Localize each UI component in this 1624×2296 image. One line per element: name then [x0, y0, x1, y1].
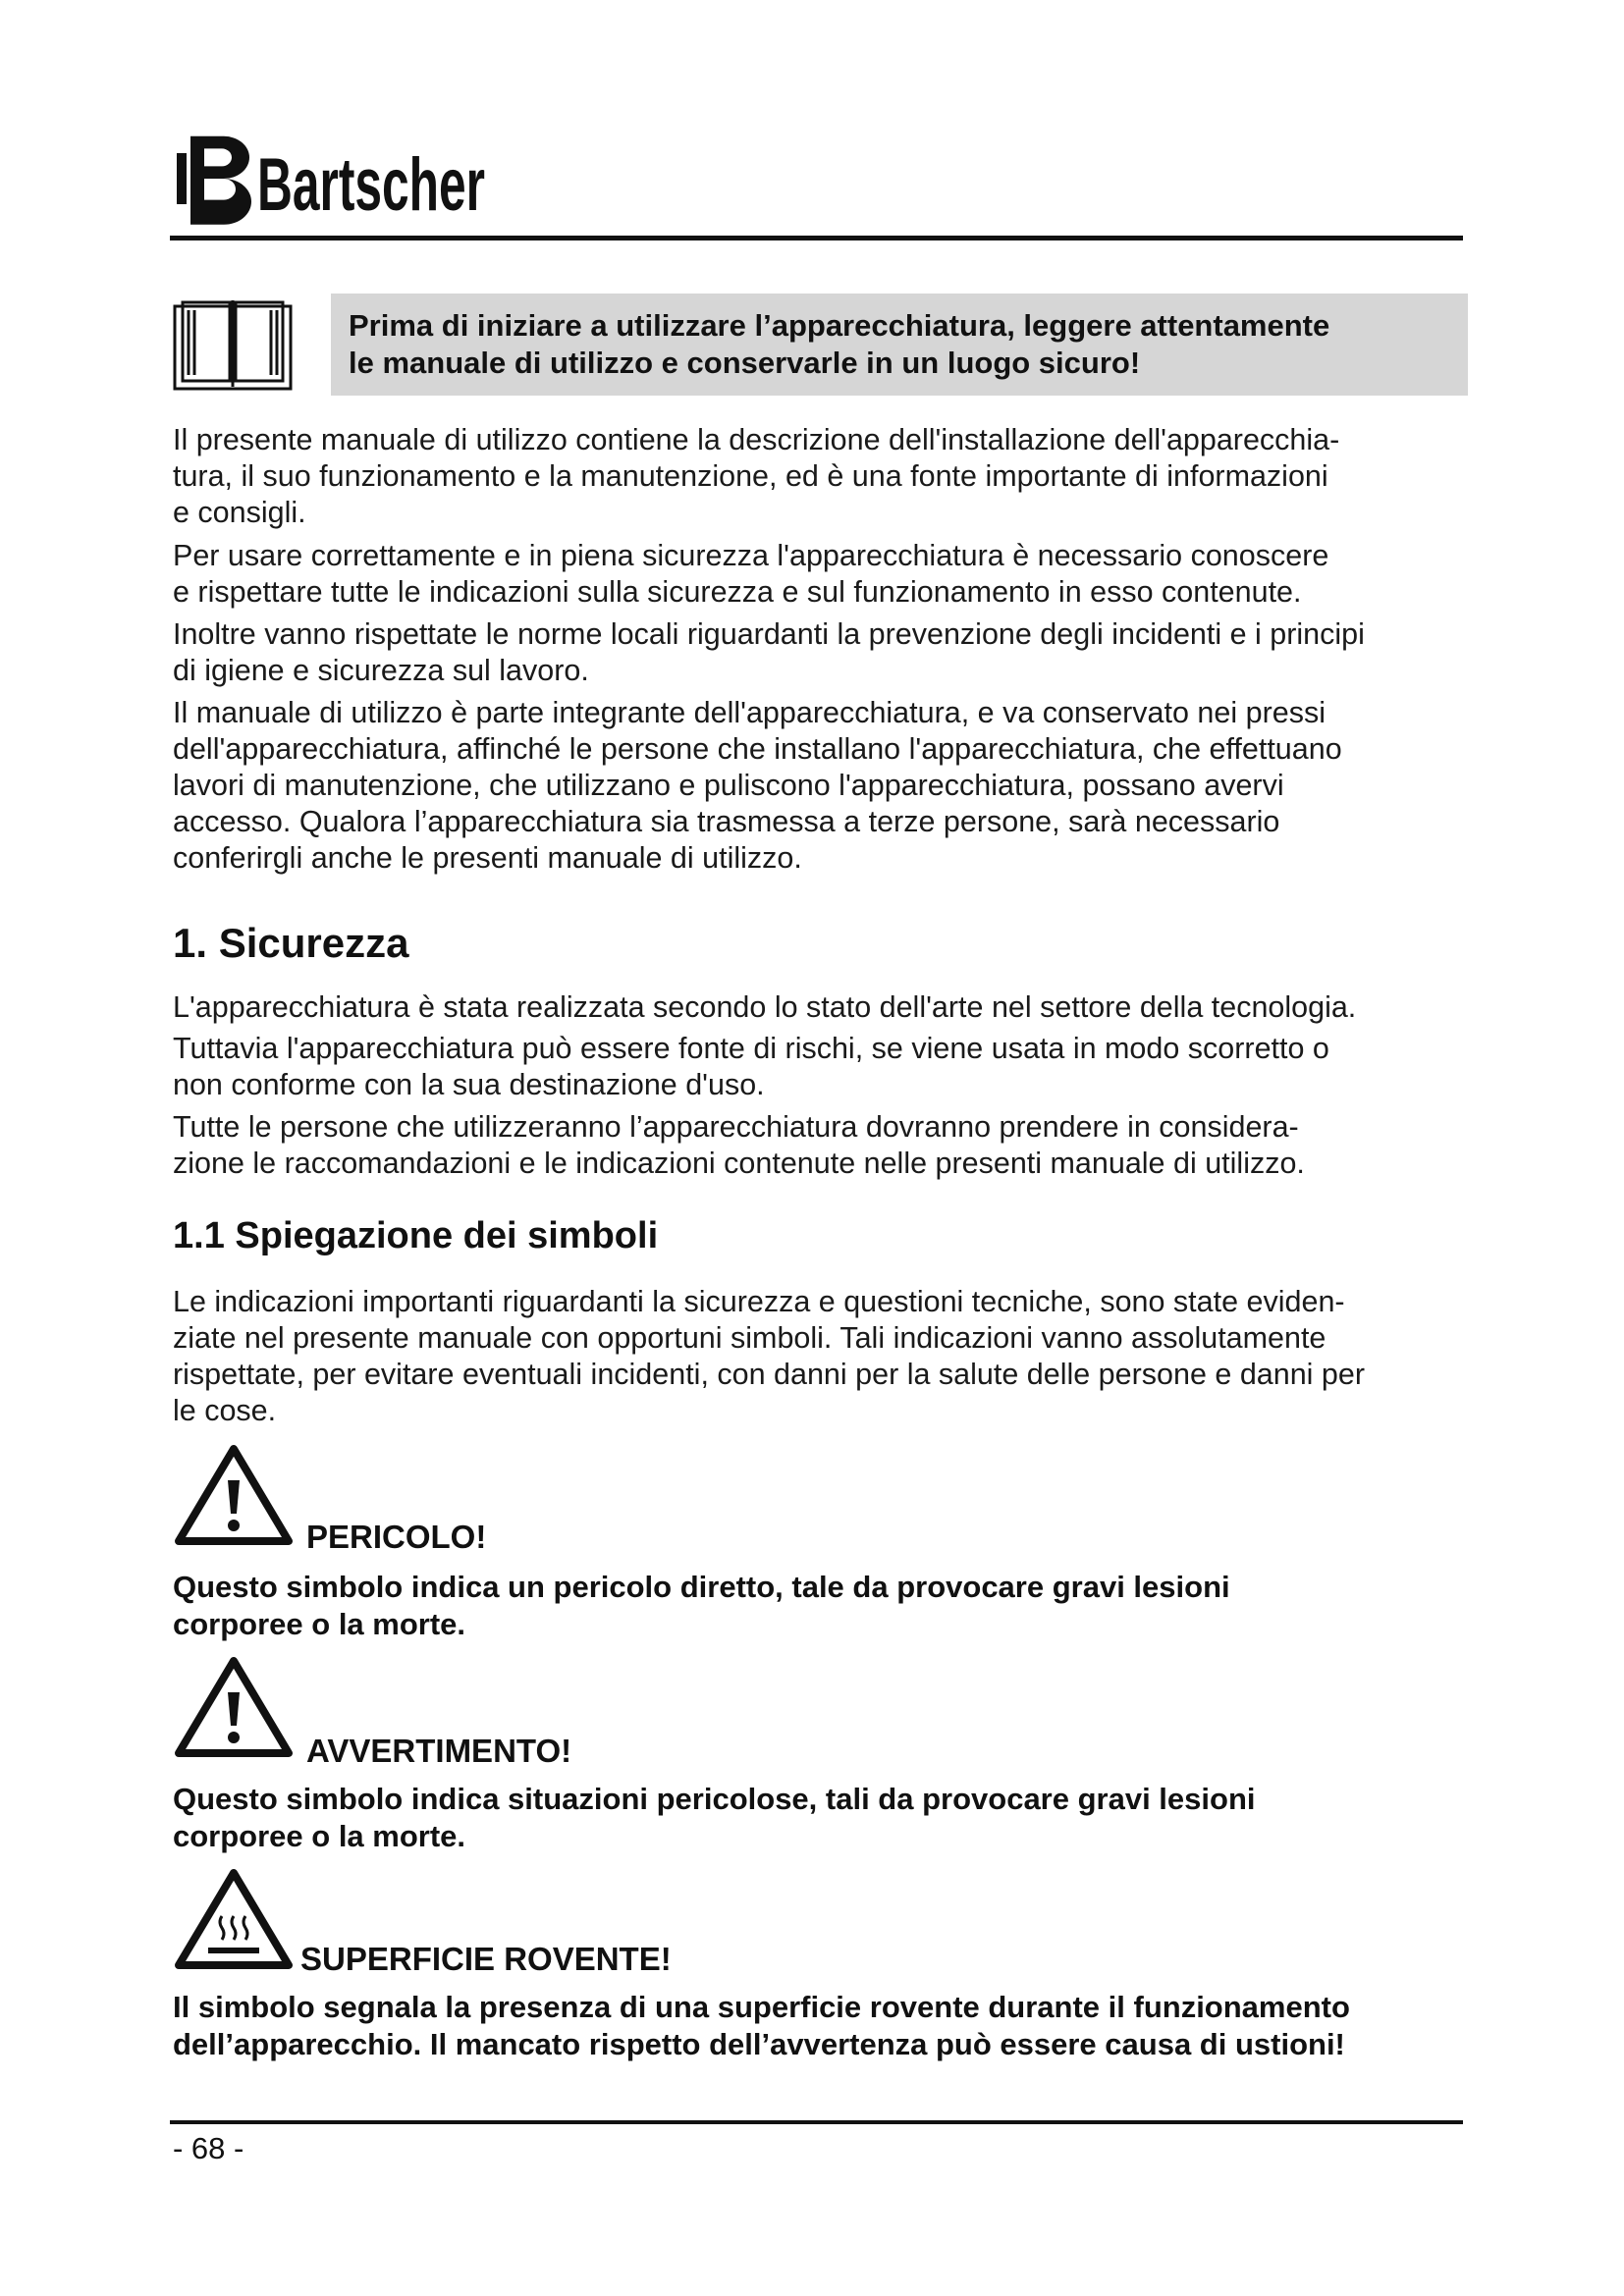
header-rule	[170, 236, 1463, 240]
intro-paragraph-1: Il presente manuale di utilizzo contiene la descrizione dell'installazione dell'apparecchia- tura, il suo funzionamento e la manutenzione, ed è una fonte importante di informazioni e consigli.	[173, 423, 1340, 529]
page-number: - 68 -	[173, 2131, 244, 2165]
intro-paragraph-4: Il manuale di utilizzo è parte integrante dell'apparecchiatura, e va conservato nei pressi dell'apparecchiatura, affinché le persone che installano l'apparecchiatura, che effettuano lavori di manutenzione, che utilizzano e puliscono l'apparecchiatura, possano avervi accesso. Qualora l’apparecchiatura sia trasmessa a terze persone, sarà necessario conferirgli anche le presenti manuale di utilizzo.	[173, 696, 1342, 875]
open-book-icon	[173, 296, 293, 393]
bartscher-logo	[175, 126, 489, 228]
read-manual-notice	[331, 294, 1468, 396]
warning-exclamation-icon	[173, 1655, 295, 1761]
section1-paragraph-3: Tutte le persone che utilizzeranno l’apparecchiatura dovranno prendere in considera- zione le raccomandazioni e le indicazioni contenute nelle presenti manuale di utilizzo.	[173, 1110, 1305, 1180]
section1-paragraph-2: Tuttavia l'apparecchiatura può essere fonte di rischi, se viene usata in modo scorretto o non conforme con la sua destinazione d'uso.	[173, 1032, 1329, 1101]
footer-rule	[170, 2120, 1463, 2124]
section1-1-paragraph-1: Le indicazioni importanti riguardanti la sicurezza e questioni tecniche, sono state eviden- ziate nel presente manuale con opportuni simboli. Tali indicazioni vanno assolutamente rispettate, per evitare eventuali incidenti, con danni per la salute delle persone e danni per le cose.	[173, 1285, 1365, 1427]
intro-paragraph-3: Inoltre vanno rispettate le norme locali riguardanti la prevenzione degli incidenti e i principi di igiene e sicurezza sul lavoro.	[173, 617, 1365, 687]
symbol-label-avvertimento: AVVERTIMENTO!	[306, 1733, 572, 1769]
notice-line-1: Prima di iniziare a utilizzare l’apparecchiatura, leggere attentamente	[349, 308, 1330, 343]
symbol-description-superficie-rovente: Il simbolo segnala la presenza di una superficie rovente durante il funzionamento dell’apparecchio. Il mancato rispetto dell’avvertenza può essere causa di ustioni!	[173, 1990, 1350, 2061]
symbol-label-pericolo: PERICOLO!	[306, 1519, 487, 1555]
symbol-label-superficie-rovente: SUPERFICIE ROVENTE!	[300, 1941, 672, 1977]
symbol-description-pericolo: Questo simbolo indica un pericolo diretto, tale da provocare gravi lesioni corporee o la morte.	[173, 1570, 1230, 1641]
intro-paragraph-2: Per usare correttamente e in piena sicurezza l'apparecchiatura è necessario conoscere e rispettare tutte le indicazioni sulla sicurezza e sul funzionamento in esso contenute.	[173, 539, 1329, 609]
section-title-spiegazione-simboli: 1.1 Spiegazione dei simboli	[173, 1215, 659, 1256]
notice-line-2: le manuale di utilizzo e conservarle in un luogo sicuro!	[349, 346, 1141, 380]
section-title-sicurezza: 1. Sicurezza	[173, 920, 409, 966]
warning-exclamation-icon	[173, 1443, 295, 1549]
symbol-description-avvertimento: Questo simbolo indica situazioni pericolose, tali da provocare gravi lesioni corporee o la morte.	[173, 1782, 1256, 1853]
section1-paragraph-1: L'apparecchiatura è stata realizzata secondo lo stato dell'arte nel settore della tecnologia.	[173, 990, 1357, 1024]
hot-surface-icon	[173, 1867, 295, 1973]
logo-wordmark: Bartscher	[257, 143, 485, 227]
